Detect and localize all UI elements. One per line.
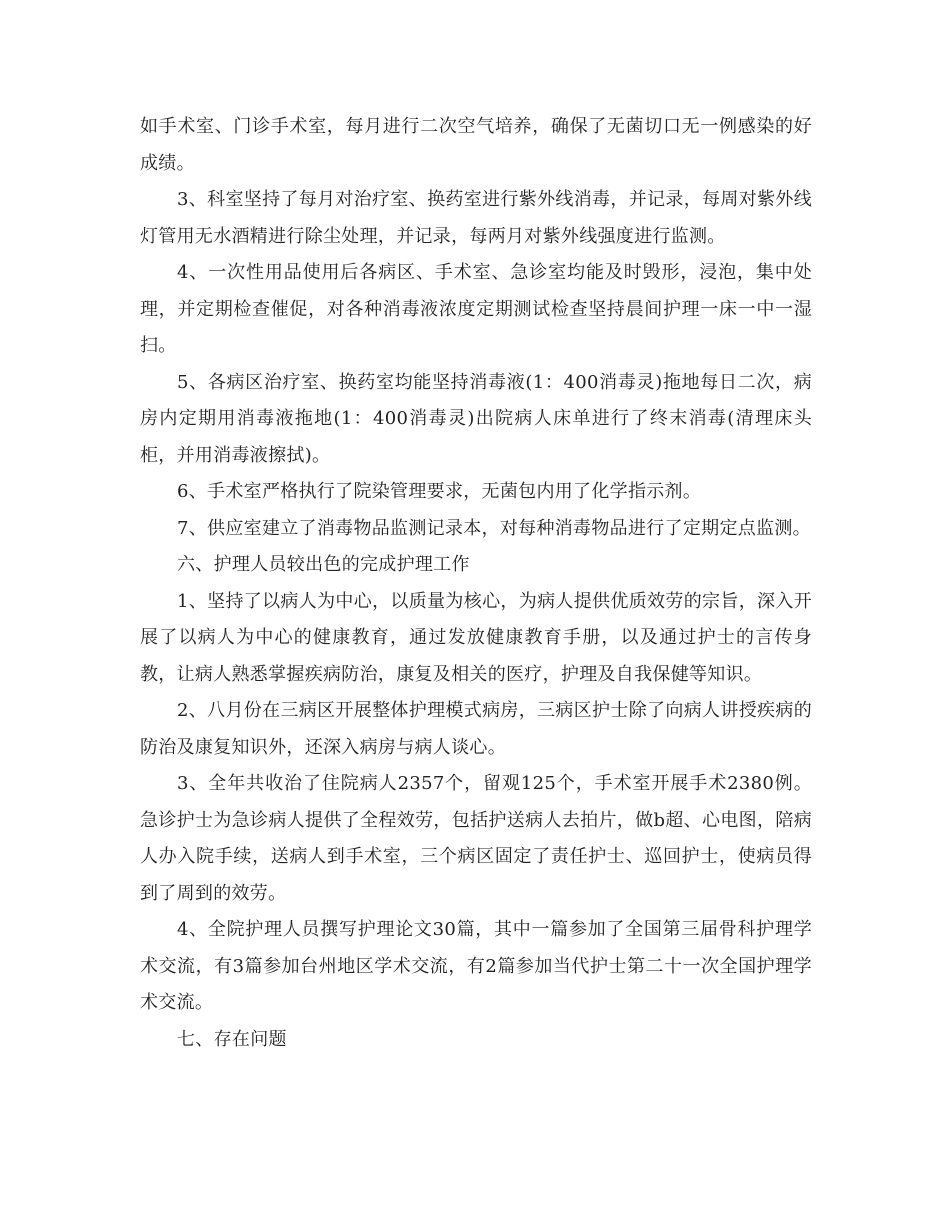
paragraph-1: 如手术室、门诊手术室，每月进行二次空气培养，确保了无菌切口无一例感染的好成绩。 xyxy=(140,116,812,174)
paragraph-10: 4、全院护理人员撰写护理论文30篇，其中一篇参加了全国第三届骨科护理学术交流，有3篇参加台州地区学术交流，有2篇参加当代护士第二十一次全国护理学术交流。 xyxy=(140,919,812,1013)
paragraph-8: 2、八月份在三病区开展整体护理模式病房，三病区护士除了向病人讲授疾病的防治及康复知识外，还深入病房与病人谈心。 xyxy=(140,700,812,758)
paragraph-5: 6、手术室严格执行了院染管理要求，无菌包内用了化学指示剂。 xyxy=(177,481,702,502)
paragraph-3: 4、一次性用品使用后各病区、手术室、急诊室均能及时毁形，浸泡，集中处理，并定期检查催促，对各种消毒液浓度定期测试检查坚持晨间护理一床一中一湿扫。 xyxy=(140,262,812,356)
document-body xyxy=(140,109,812,1058)
paragraph-4: 5、各病区治疗室、换药室均能坚持消毒液(1：400消毒灵)拖地每日二次，病房内定期用消毒液拖地(1：400消毒灵)出院病人床单进行了终末消毒(清理床头柜，并用消毒液擦拭)。 xyxy=(140,371,812,466)
paragraph-6: 7、供应室建立了消毒物品监测记录本，对每种消毒物品进行了定期定点监测。 xyxy=(177,517,811,539)
section-heading-6: 六、护理人员较出色的完成护理工作 xyxy=(177,554,470,575)
section-heading-7: 七、存在问题 xyxy=(177,1028,287,1050)
paragraph-7: 1、坚持了以病人为中心，以质量为核心，为病人提供优质效劳的宗旨，深入开展了以病人为中心的健康教育，通过发放健康教育手册，以及通过护士的言传身教，让病人熟悉掌握疾病防治，康复及相关的医疗，护理及自我保健等知识。 xyxy=(140,590,812,685)
paragraph-2: 3、科室坚持了每月对治疗室、换药室进行紫外线消毒，并记录，每周对紫外线灯管用无水酒精进行除尘处理，并记录，每两月对紫外线强度进行监测。 xyxy=(140,189,812,247)
paragraph-9: 3、全年共收治了住院病人2357个，留观125个，手术室开展手术2380例。急诊护士为急诊病人提供了全程效劳，包括护送病人去拍片，做b超、心电图，陪病人办入院手续，送病人到手术室，三个病区固定了责任护士、巡回护士，使病员得到了周到的效劳。 xyxy=(140,773,812,904)
